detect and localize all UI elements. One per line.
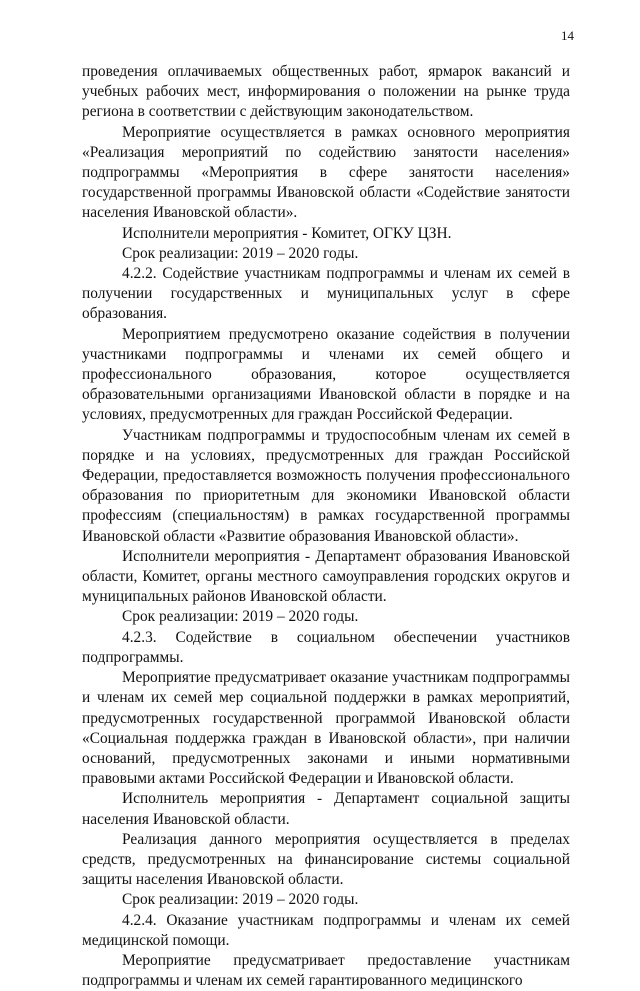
paragraph: Мероприятие предусматривает оказание участникам подпрограммы и членам их семей мер социальной поддержки в рамках мероприятий, предусмотренных государственной программой Ивановской области «Социальная поддержка граждан в Ивановской области», при наличии оснований, предусмотренных законами и иными нормативными правовыми актами Российской Федерации и Ивановской области.: [82, 669, 570, 788]
page-number: 14: [561, 28, 574, 43]
paragraph: Реализация данного мероприятия осуществляется в пределах средств, предусмотренных на финансирование системы социальной защиты населения Ивановской области.: [82, 830, 570, 889]
paragraph: Участникам подпрограммы и трудоспособным членам их семей в порядке и на условиях, предусмотренных для граждан Российской Федерации, предоставляется возможность получения профессионального образования по приоритетным для экономики Ивановской области профессиям (специальностям) в рамках государственной программы Ивановской области «Развитие образования Ивановской области».: [82, 426, 570, 545]
paragraph: Срок реализации: 2019 – 2020 годы.: [122, 608, 359, 626]
paragraph: 4.2.4. Оказание участникам подпрограммы и членам их семей медицинской помощи.: [82, 911, 570, 949]
paragraph: Мероприятие осуществляется в рамках основного мероприятия «Реализация мероприятий по содействию занятости населения» подпрограммы «Мероприятия в сфере занятости населения» государственной программы Ивановской области «Содействие занятости населения Ивановской области».: [82, 123, 570, 222]
paragraph: Срок реализации: 2019 – 2020 годы.: [122, 244, 359, 262]
paragraph: Исполнители мероприятия - Комитет, ОГКУ ЦЗН.: [122, 224, 452, 242]
paragraph: Срок реализации: 2019 – 2020 годы.: [122, 891, 359, 909]
paragraph: Мероприятием предусмотрено оказание содействия в получении участниками подпрограммы и членами их семей общего и профессионального образования, которое осуществляется образовательными организациями Ивановской области в порядке и на условиях, предусмотренных для граждан Российской Федерации.: [82, 325, 570, 424]
paragraph: 4.2.2. Содействие участникам подпрограммы и членам их семей в получении государственных и муниципальных услуг в сфере образования.: [82, 265, 570, 323]
paragraph: Исполнители мероприятия - Департамент образования Ивановской области, Комитет, органы местного самоуправления городских округов и муниципальных районов Ивановской области.: [82, 547, 570, 606]
paragraph: Мероприятие предусматривает предоставление участникам подпрограммы и членам их семей гарантированного медицинского: [82, 951, 570, 990]
paragraph: проведения оплачиваемых общественных работ, ярмарок вакансий и учебных рабочих мест, информирования о положении на рынке труда региона в соответствии с действующим законодательством.: [82, 63, 570, 121]
document-body: [82, 62, 570, 991]
paragraph: 4.2.3. Содействие в социальном обеспечении участников подпрограммы.: [82, 628, 570, 666]
paragraph: Исполнитель мероприятия - Департамент социальной защиты населения Ивановской области.: [82, 790, 570, 828]
